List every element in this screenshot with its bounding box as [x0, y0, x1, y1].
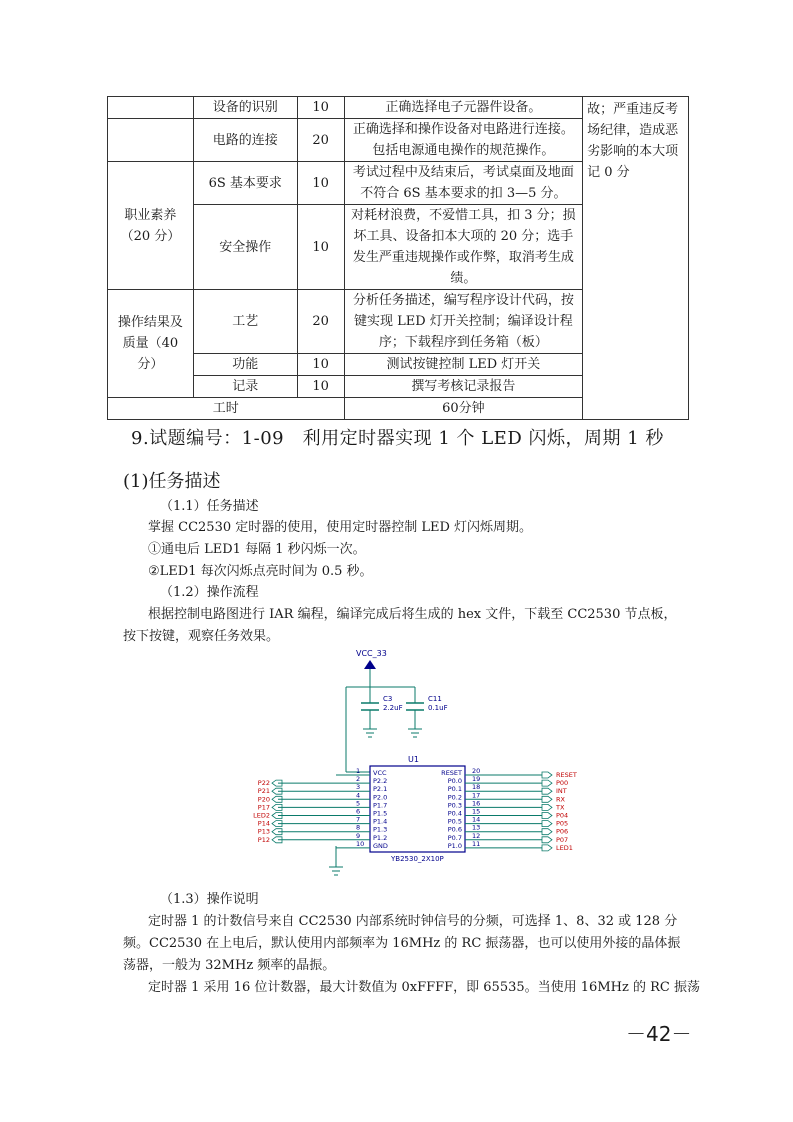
pin-name: P0.2	[447, 793, 462, 802]
pin-number: 5	[356, 799, 361, 808]
port-marker-icon	[542, 845, 552, 851]
net-label: RESET	[556, 771, 577, 779]
pin-name: GND	[373, 841, 388, 850]
pin-number: 8	[356, 823, 361, 832]
port-marker-icon	[542, 788, 552, 794]
points: 20	[297, 119, 344, 162]
sub-item: 功能	[193, 354, 297, 376]
pin-number: 17	[472, 791, 481, 800]
net-label: RX	[556, 795, 565, 804]
category-cell-top	[108, 119, 194, 162]
pin-number: 6	[356, 807, 361, 816]
pin-number: 20	[472, 767, 481, 775]
net-label: P00	[556, 779, 569, 788]
net-label: INT	[556, 787, 567, 796]
paragraph: 按下按键，观察任务效果。	[123, 629, 280, 644]
net-label: P04	[556, 811, 569, 820]
pin-name: P0.4	[447, 809, 462, 818]
net-label: P21	[257, 787, 270, 796]
net-label: P13	[257, 827, 270, 836]
category-cell-top	[108, 97, 194, 119]
criteria: 正确选择和操作设备对电路进行连接。包括电源通电操作的规范操作。	[344, 119, 583, 162]
pin-number: 4	[356, 791, 361, 800]
port-marker-icon	[542, 829, 552, 835]
subsection-title: （1.1）任务描述	[160, 499, 259, 514]
section-heading: (1)任务描述	[123, 471, 221, 492]
port-marker-icon	[542, 804, 552, 810]
pin-number: 15	[472, 807, 481, 816]
port-marker-icon	[542, 837, 552, 843]
pin-name: P0.1	[447, 785, 462, 794]
pin-name: P2.0	[373, 793, 388, 802]
points: 10	[297, 376, 344, 398]
sub-item: 6S 基本要求	[193, 162, 297, 205]
points: 10	[297, 205, 344, 290]
pin-name: P1.7	[373, 801, 388, 810]
net-label: TX	[556, 803, 565, 812]
net-label: P06	[556, 827, 569, 836]
category-result	[108, 290, 194, 398]
u1-label: U1	[408, 755, 419, 764]
part-number: YB2530_2X10P	[391, 855, 444, 863]
paragraph: 定时器 1 采用 16 位计数器，最大计数值为 0xFFFF，即 65535。当使用 16MHz 的 RC 振荡	[148, 980, 700, 995]
criteria: 撰写考核记录报告	[344, 376, 583, 398]
port-marker-icon	[542, 772, 552, 778]
table-row	[108, 97, 689, 119]
pin-number: 2	[356, 775, 361, 784]
list-item: ①通电后 LED1 每隔 1 秒闪烁一次。	[148, 542, 366, 557]
paragraph: 掌握 CC2530 定时器的使用，使用定时器控制 LED 灯闪烁周期。	[148, 520, 533, 535]
pin-number: 11	[472, 839, 481, 848]
points: 20	[297, 290, 344, 354]
criteria: 考试过程中及结束后，考试桌面及地面不符合 6S 基本要求的扣 3—5 分。	[344, 162, 583, 205]
pin-number: 18	[472, 783, 481, 792]
vcc-arrow-icon	[364, 660, 376, 669]
category-score: （20 分）	[120, 228, 181, 244]
score-table	[107, 96, 689, 420]
pin-name: VCC	[373, 769, 387, 777]
port-marker-icon	[542, 813, 552, 819]
sub-item: 记录	[193, 376, 297, 398]
sub-item: 电路的连接	[193, 119, 297, 162]
pin-name: P0.7	[447, 833, 462, 842]
criteria: 对耗材浪费，不爱惜工具，扣 3 分；损坏工具、设备扣本大项的 20 分；选手发生严重违规操作或作弊，取消考生成绩。	[344, 205, 583, 290]
c11-value: 0.1uF	[428, 704, 448, 712]
paragraph: 定时器 1 的计数信号来自 CC2530 内部系统时钟信号的分频，可选择 1、8、32 或 128 分	[148, 914, 678, 929]
net-label: P20	[257, 795, 270, 804]
points: 10	[297, 354, 344, 376]
net-label: P14	[257, 819, 270, 828]
sub-item: 设备的识别	[193, 97, 297, 119]
pin-name: P1.5	[373, 809, 388, 818]
pin-number: 10	[356, 839, 365, 848]
category-label: 操作结果及	[117, 315, 183, 330]
pin-name: P2.1	[373, 785, 388, 794]
page-number: －42－	[626, 1022, 692, 1046]
points: 10	[297, 97, 344, 119]
net-label: P07	[556, 835, 569, 844]
net-label: P05	[556, 819, 569, 828]
pin-number: 7	[356, 815, 361, 824]
net-label: P12	[257, 835, 270, 844]
net-label: P22	[257, 779, 270, 788]
pin-name: P0.5	[447, 817, 462, 826]
time-value: 60分钟	[344, 398, 583, 420]
paragraph: 频。CC2530 在上电后，默认使用内部频率为 16MHz 的 RC 振荡器，也可以使用外接的晶体振	[123, 936, 681, 951]
pin-name: P1.3	[373, 825, 388, 834]
subsection-title: （1.2）操作流程	[160, 585, 259, 600]
category-label: 分）	[137, 357, 164, 372]
pin-number: 16	[472, 799, 481, 808]
criteria: 测试按键控制 LED 灯开关	[344, 354, 583, 376]
question-heading: 9.试题编号：1-09 利用定时器实现 1 个 LED 闪烁，周期 1 秒	[131, 428, 664, 449]
criteria: 分析任务描述，编写程序设计代码，按键实现 LED 灯开关控制；编译设计程序；下载程序到任务箱（板）	[344, 290, 583, 354]
time-label: 工时	[108, 398, 345, 420]
pin-name: P0.0	[447, 777, 462, 786]
pin-number: 19	[472, 775, 481, 784]
pin-name: P2.2	[373, 777, 388, 786]
category-label: 质量（40	[122, 336, 179, 351]
pin-name: P0.3	[447, 801, 462, 810]
pin-name: P1.0	[447, 841, 462, 850]
pin-number: 3	[356, 783, 361, 792]
net-label: LED1	[556, 843, 573, 852]
paragraph: 荡器，一般为 32MHz 频率的晶振。	[123, 958, 336, 973]
paragraph: 根据控制电路图进行 IAR 编程，编译完成后将生成的 hex 文件，下载至 CC2530 节点板，	[148, 607, 677, 622]
c3-label: C3	[383, 695, 393, 703]
pin-name: P1.4	[373, 817, 388, 826]
pin-name: P1.2	[373, 833, 388, 842]
pin-name: P0.6	[447, 825, 462, 834]
penalty-note: 故；严重违反考场纪律，造成恶劣影响的本大项记 0 分	[583, 97, 689, 420]
subsection-title: （1.3）操作说明	[160, 892, 259, 907]
pin-number: 14	[472, 815, 481, 824]
pin-number: 12	[472, 831, 481, 840]
pin-number: 9	[356, 831, 361, 840]
category-label: 职业素养	[124, 207, 177, 223]
pin-number: 13	[472, 823, 481, 832]
vcc-label: VCC_33	[356, 649, 387, 658]
net-label: LED2	[253, 811, 270, 820]
pin-name: RESET	[441, 769, 462, 777]
list-item: ②LED1 每次闪烁点亮时间为 0.5 秒。	[148, 564, 373, 579]
sub-item: 安全操作	[193, 205, 297, 290]
port-marker-icon	[542, 821, 552, 827]
pin-number: 1	[356, 767, 361, 775]
points: 10	[297, 162, 344, 205]
c3-value: 2.2uF	[383, 704, 403, 712]
net-label: P17	[257, 803, 270, 812]
port-marker-icon	[542, 780, 552, 786]
port-marker-icon	[542, 796, 552, 802]
circuit-diagram	[250, 645, 590, 890]
c11-label: C11	[428, 695, 442, 703]
category-professional	[108, 162, 194, 290]
criteria: 正确选择电子元器件设备。	[344, 97, 583, 119]
sub-item: 工艺	[193, 290, 297, 354]
